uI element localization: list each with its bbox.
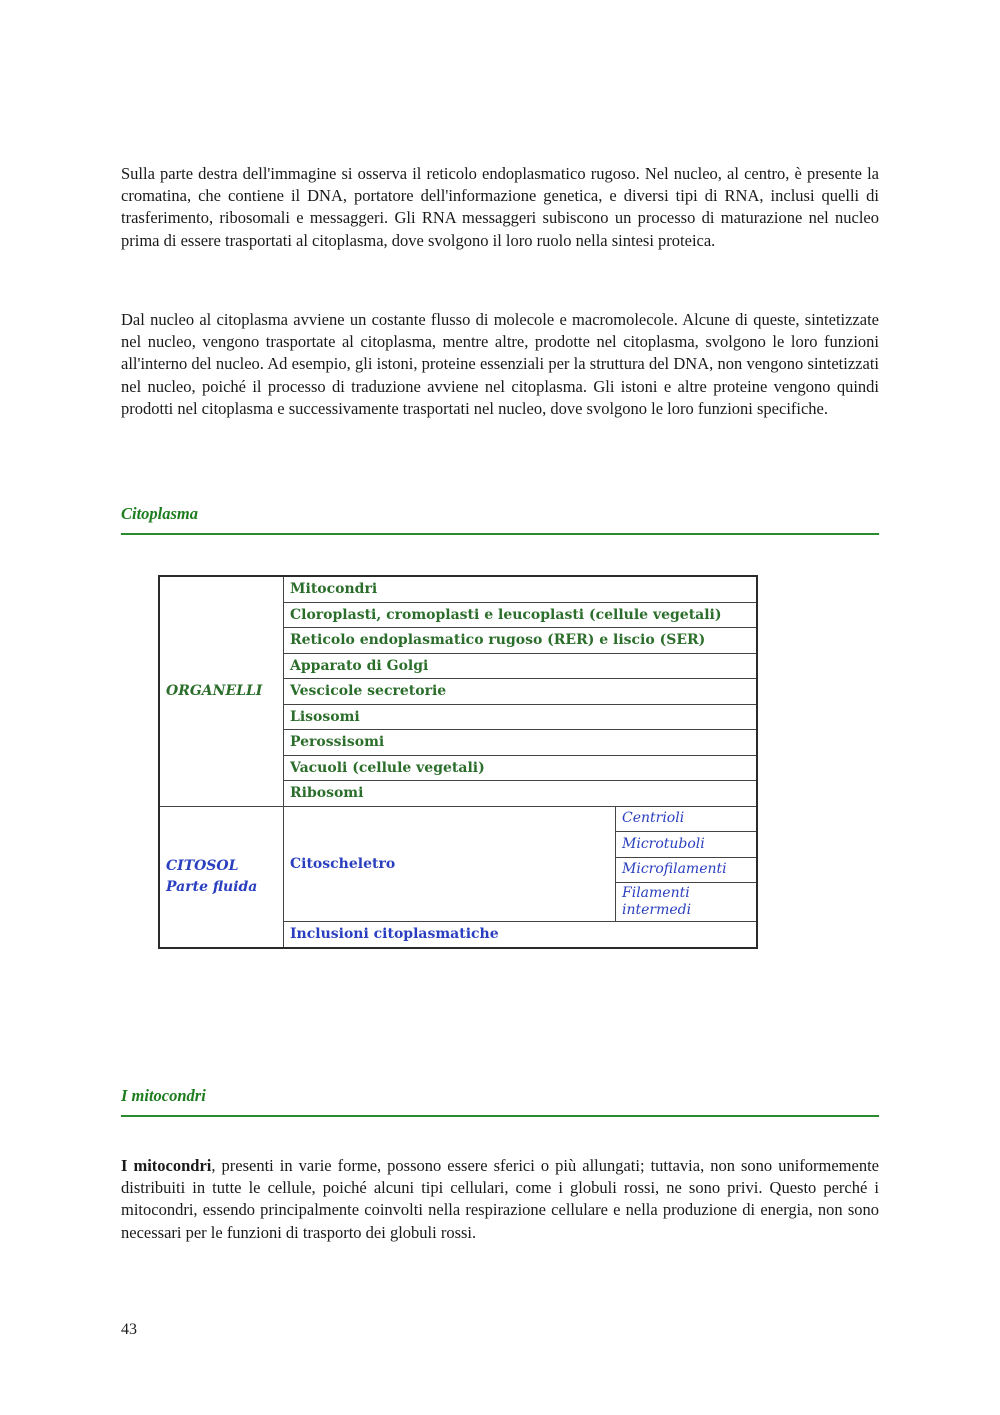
section-heading-citoplasma: Citoplasma [121, 504, 879, 535]
category-organelli: ORGANELLI [159, 576, 284, 806]
section-heading-mitocondri: I mitocondri [121, 1086, 879, 1117]
organelle-cell: Mitocondri [284, 576, 758, 602]
organelle-cell: Perossisomi [284, 730, 758, 756]
paragraph-flusso-molecole: Dal nucleo al citoplasma avviene un costante flusso di molecole e macromolecole. Alcune di queste, sintetizzate nel nucleo, vengono trasportate al citoplasma, mentre altre, prodotte nel citoplasma, svolgono le loro funzioni all'interno del nucleo. Ad esempio, gli istoni, proteine essenziali per la struttura del DNA, non vengono sintetizzati nel nucleo, poiché il processo di traduzione avviene nel citoplasma. Gli istoni e altre proteine vengono quindi prodotti nel citoplasma e successivamente trasportati nel nucleo, dove svolgono le loro funzioni specifiche. [121, 310, 879, 418]
organelle-cell: Cloroplasti, cromoplasti e leucoplasti (cellule vegetali) [284, 602, 758, 628]
citoscheletro-part: Centrioli [616, 806, 758, 832]
page-number: 43 [121, 1321, 137, 1338]
citoscheletro-cell: Citoscheletro [284, 806, 616, 922]
organelle-cell: Vacuoli (cellule vegetali) [284, 755, 758, 781]
organelle-cell: Ribosomi [284, 781, 758, 807]
citosol-sublabel: Parte fluida [166, 878, 258, 895]
organelle-cell: Apparato di Golgi [284, 653, 758, 679]
citoscheletro-part: Microfilamenti [616, 857, 758, 883]
organelle-cell: Reticolo endoplasmatico rugoso (RER) e liscio (SER) [284, 628, 758, 654]
citoscheletro-part: Filamenti intermedi [616, 883, 758, 922]
inclusioni-cell: Inclusioni citoplasmatiche [284, 922, 758, 948]
paragraph-mitocondri-bold-term: I mitocondri [121, 1156, 212, 1175]
citosol-label: CITOSOL [166, 857, 239, 874]
organelle-cell: Vescicole secretorie [284, 679, 758, 705]
organelle-cell: Lisosomi [284, 704, 758, 730]
category-citosol [159, 806, 284, 948]
citoscheletro-part: Microtuboli [616, 832, 758, 858]
citoplasma-table [158, 575, 758, 949]
paragraph-reticolo: Sulla parte destra dell'immagine si osserva il reticolo endoplasmatico rugoso. Nel nucleo, al centro, è presente la cromatina, che contiene il DNA, portatore dell'informazione genetica, e diversi tipi di RNA, inclusi quelli di trasferimento, ribosomali e messaggeri. Gli RNA messaggeri subiscono un processo di maturazione nel nucleo prima di essere trasportati al citoplasma, dove svolgono il loro ruolo nella sintesi proteica. [121, 164, 879, 250]
paragraph-mitocondri [121, 1155, 879, 1244]
paragraph-mitocondri-text: , presenti in varie forme, possono essere sferici o più allungati; tuttavia, non sono uniformemente distribuiti in tutte le cellule, poiché alcuni tipi cellulari, come i globuli rossi, ne sono privi. Questo perché i mitocondri, essendo principalmente coinvolti nella respirazione cellulare e nella produzione di energia, non sono necessari per le funzioni di trasporto dei globuli rossi. [121, 1156, 879, 1242]
